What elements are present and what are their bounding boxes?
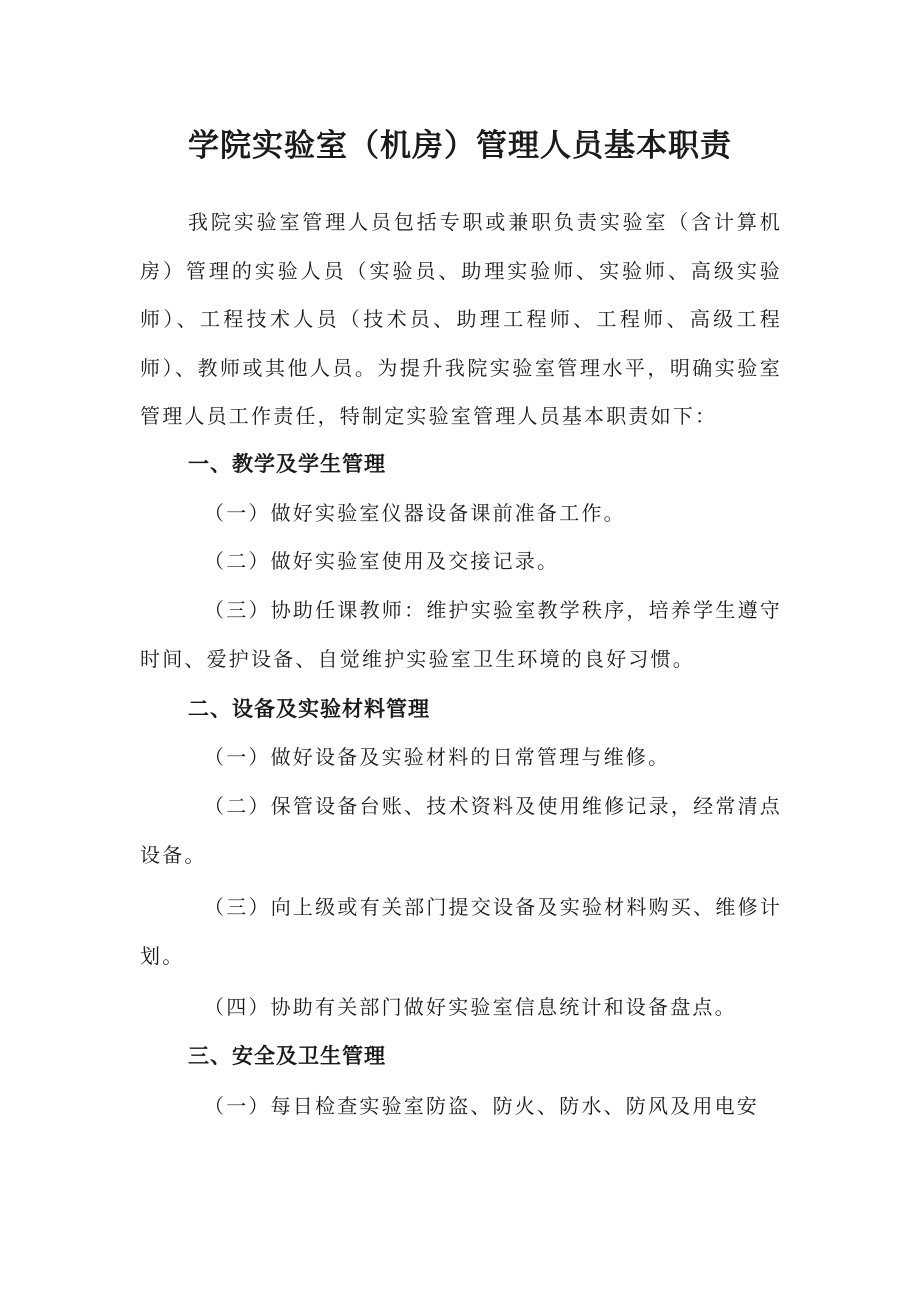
section-heading-3: 三、安全及卫生管理 xyxy=(188,1044,386,1068)
section-1-item-2: （二）做好实验室使用及交接记录。 xyxy=(204,549,560,573)
intro-paragraph: 我院实验室管理人员包括专职或兼职负责实验室（含计算机房）管理的实验人员（实验员、助理实验师、实验师、高级实验师）、工程技术人员（技术员、助理工程师、工程师、高级工程师）、教师或其他人员。为提升我院实验室管理水平，明确实验室管理人员工作责任，特制定实验室管理人员基本职责如下： xyxy=(140,210,782,428)
section-2-item-2: （二）保管设备台账、技术资料及使用维修记录，经常清点设备。 xyxy=(140,794,782,867)
section-1-item-3: （三）协助任课教师：维护实验室教学秩序，培养学生遵守时间、爱护设备、自觉维护实验室卫生环境的良好习惯。 xyxy=(140,598,782,671)
section-3-item-1: （一）每日检查实验室防盗、防火、防水、防风及用电安 xyxy=(204,1094,759,1118)
section-1-item-1: （一）做好实验室仪器设备课前准备工作。 xyxy=(204,501,626,525)
section-2-item-4: （四）协助有关部门做好实验室信息统计和设备盘点。 xyxy=(204,995,737,1019)
section-heading-1: 一、教学及学生管理 xyxy=(188,452,386,476)
section-2-item-3: （三）向上级或有关部门提交设备及实验材料购买、维修计划。 xyxy=(140,895,782,968)
document-title: 学院实验室（机房）管理人员基本职责 xyxy=(188,128,732,164)
section-heading-2: 二、设备及实验材料管理 xyxy=(188,697,430,721)
section-2-item-1: （一）做好设备及实验材料的日常管理与维修。 xyxy=(204,745,671,769)
